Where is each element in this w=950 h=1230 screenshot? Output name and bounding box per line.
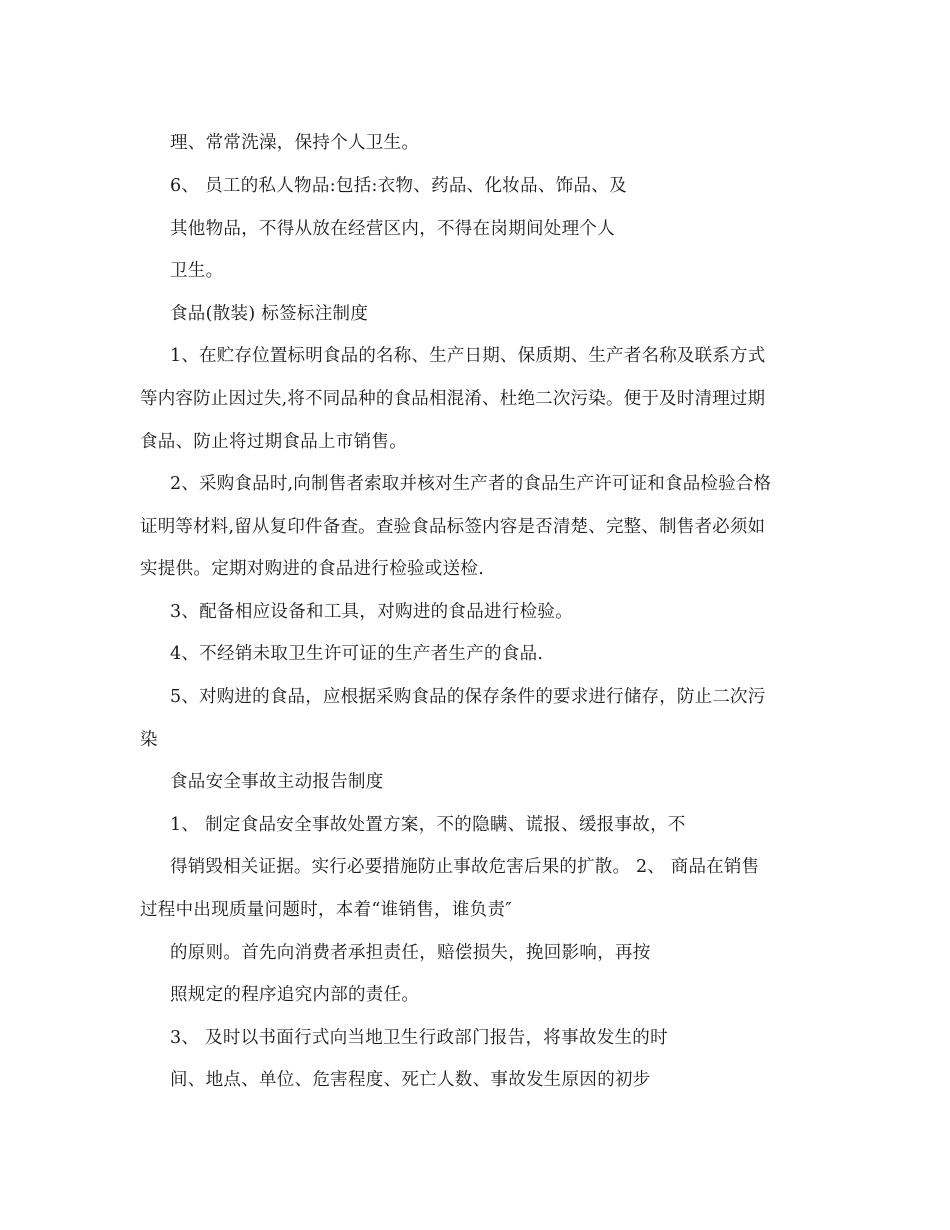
section-heading: 食品安全事故主动报告制度 — [170, 772, 384, 792]
text-line: 得销毁相关证据。实行必要措施防止事故危害后果的扩散。 2、 商品在销售 — [170, 857, 760, 877]
text-line: 5、对购进的食品，应根据采购食品的保存条件的要求进行储存，防止二次污 — [170, 687, 766, 707]
text-line: 1、 制定食品安全事故处置方案，不的隐瞒、谎报、缓报事故，不 — [170, 815, 686, 835]
text-line: 6、 员工的私人物品:包括:衣物、药品、化妆品、饰品、及 — [170, 176, 627, 196]
text-line: 证明等材料,留从复印件备查。查验食品标签内容是否清楚、完整、制售者必须如 — [140, 517, 766, 537]
text-line: 食品、防止将过期食品上市销售。 — [140, 432, 407, 452]
text-line: 4、不经销未取卫生许可证的生产者生产的食品. — [170, 644, 544, 664]
text-line: 过程中出现质量问题时，本着“谁销售，谁负责″ — [140, 900, 513, 920]
text-line: 的原则。首先向消费者承担责任，赔偿损失，挽回影响，再按 — [170, 943, 651, 963]
text-line: 3、 及时以书面行式向当地卫生行政部门报告，将事故发生的时 — [170, 1028, 668, 1048]
text-line: 照规定的程序追究内部的责任。 — [170, 985, 420, 1005]
text-line: 1、在贮存位置标明食品的名称、生产日期、保质期、生产者名称及联系方式 — [170, 346, 766, 366]
text-line: 实提供。定期对购进的食品进行检验或送检. — [140, 559, 485, 579]
text-line: 等内容防止因过失,将不同品种的食品相混淆、杜绝二次污染。便于及时清理过期 — [140, 389, 766, 409]
text-line: 3、配备相应设备和工具，对购进的食品进行检验。 — [170, 602, 574, 622]
text-line: 卫生。 — [170, 261, 224, 281]
text-line: 间、地点、单位、危害程度、死亡人数、事故发生原因的初步 — [170, 1070, 651, 1090]
text-line: 理、常常洗澡，保持个人卫生。 — [170, 133, 420, 153]
section-heading: 食品(散装) 标签标注制度 — [170, 304, 369, 324]
text-line: 染 — [140, 730, 158, 750]
text-line: 2、采购食品时,向制售者索取并核对生产者的食品生产许可证和食品检验合格 — [170, 474, 772, 494]
text-line: 其他物品，不得从放在经营区内，不得在岗期间处理个人 — [170, 219, 615, 239]
